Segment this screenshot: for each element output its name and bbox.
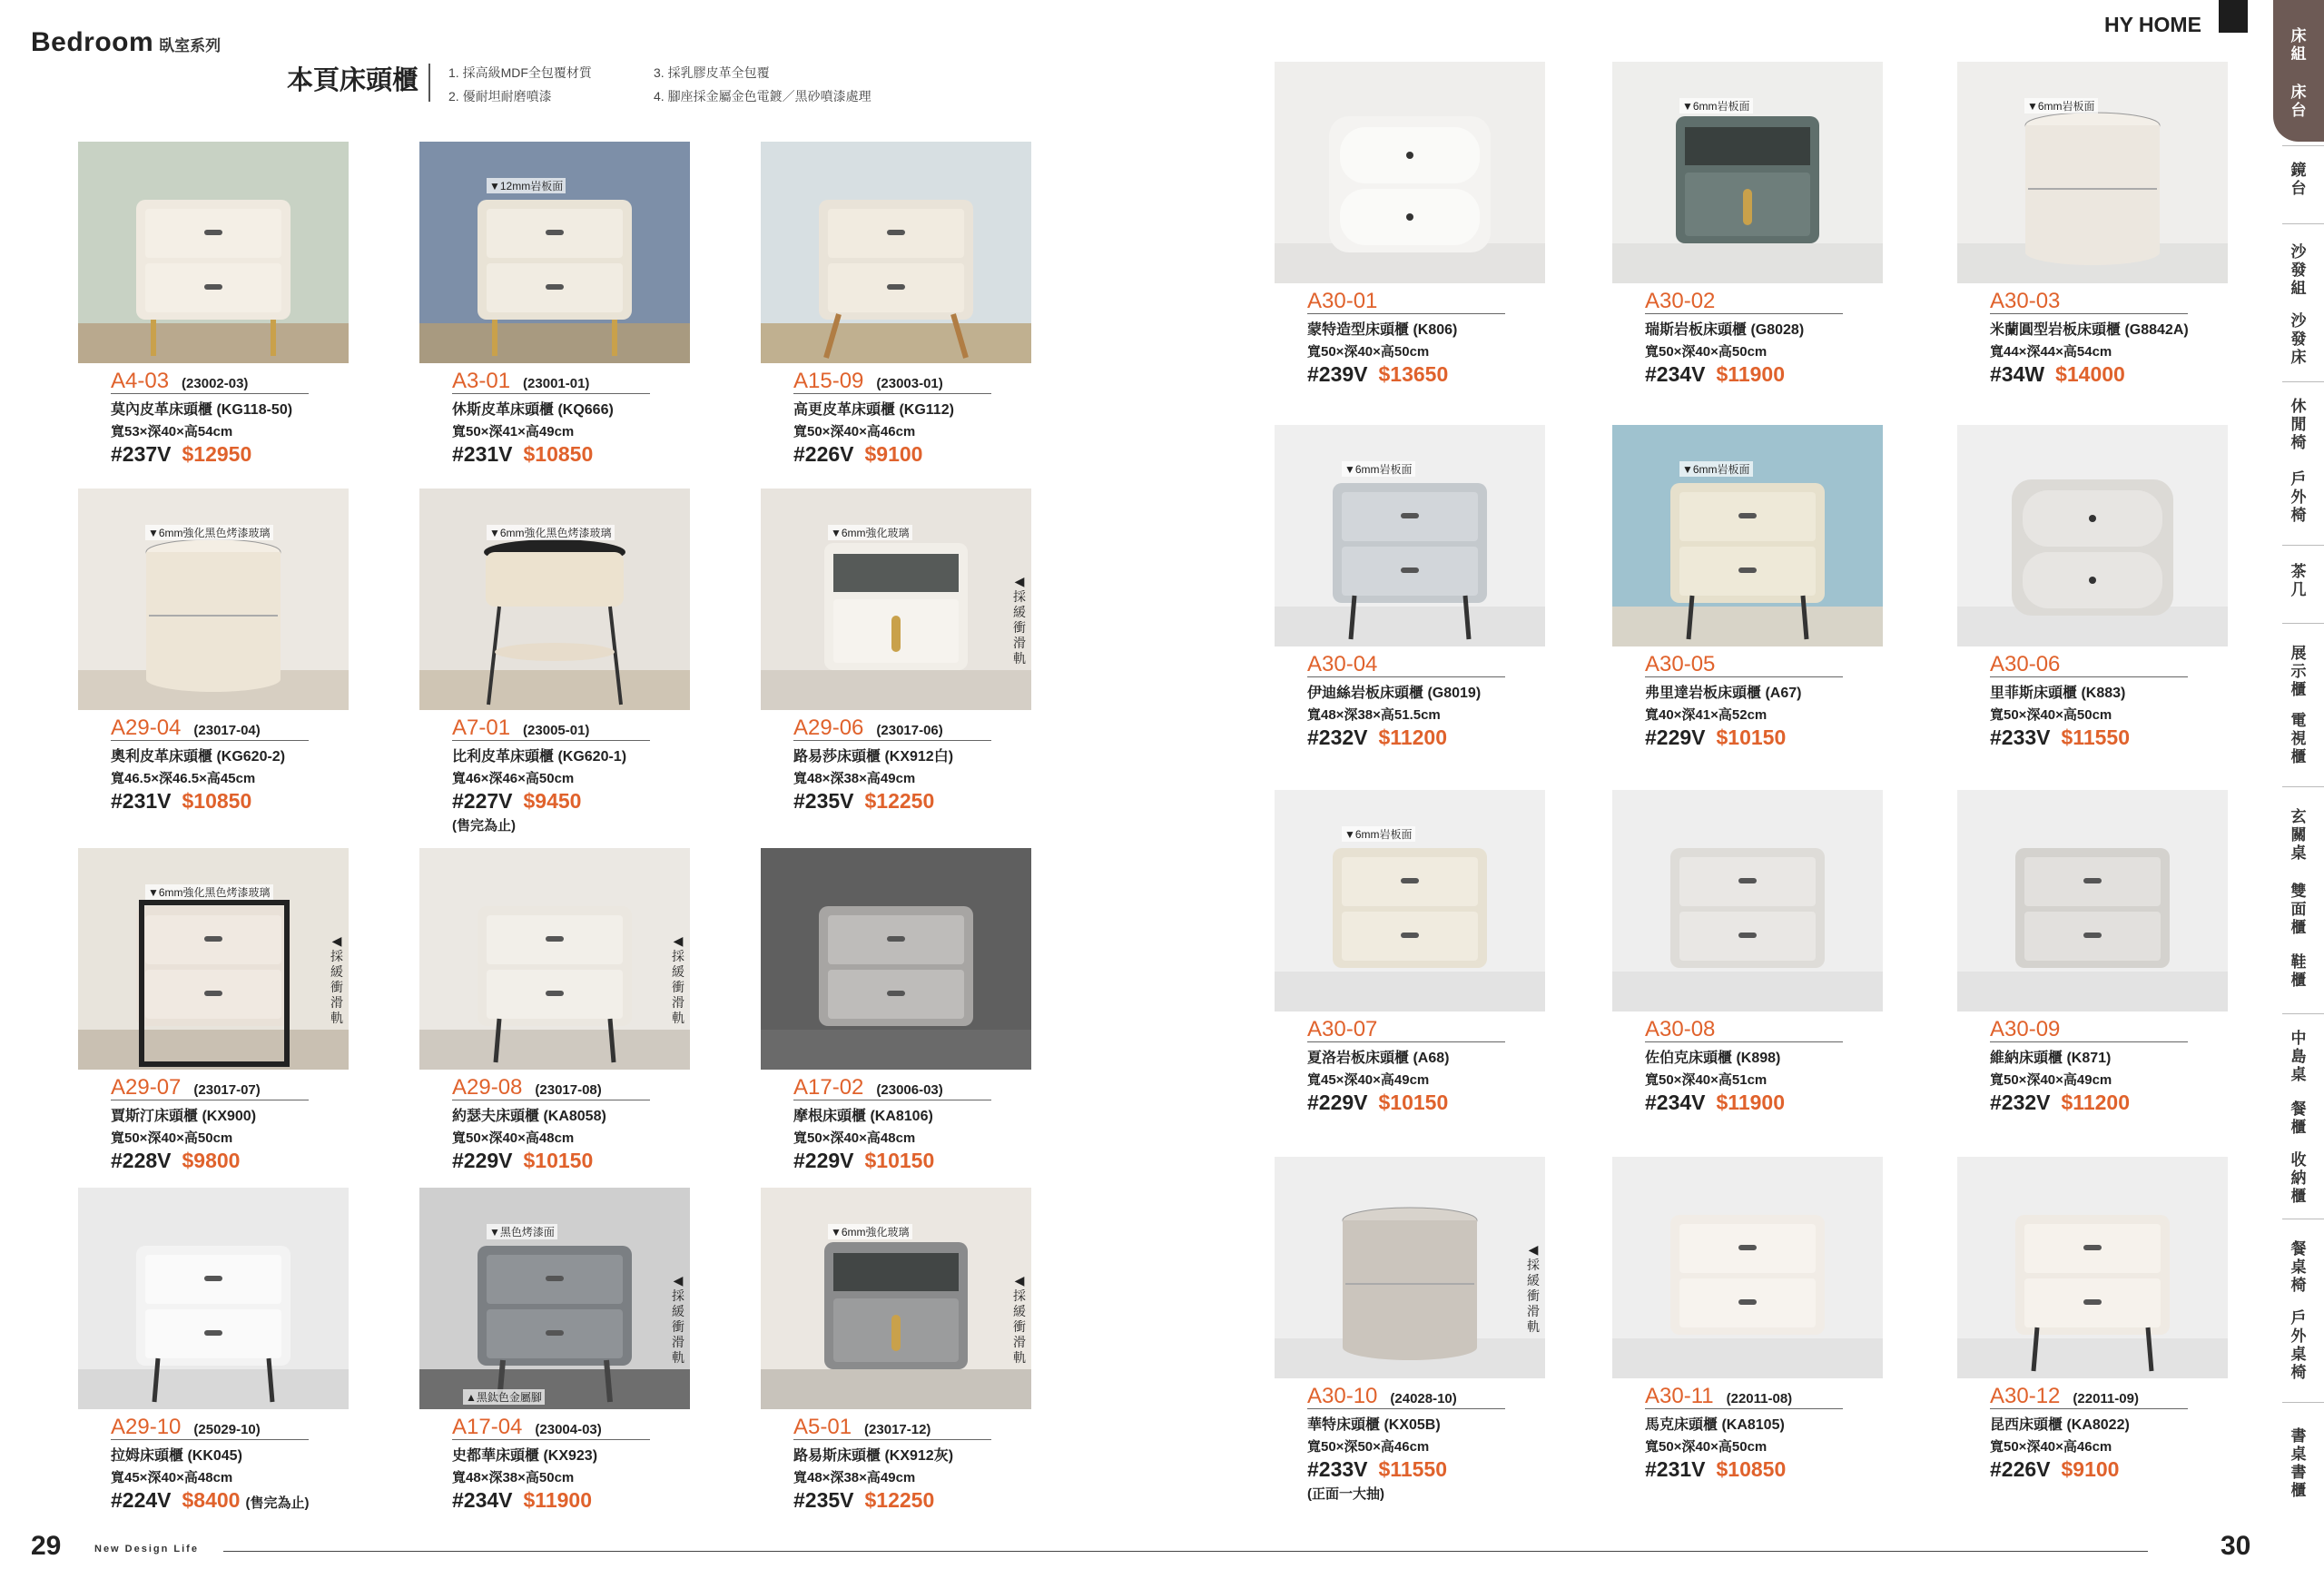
product-info bbox=[111, 715, 356, 814]
product-ref: (22011-09) bbox=[2073, 1391, 2139, 1406]
product-name: 米蘭圓型岩板床頭櫃 (G8842A) bbox=[1990, 322, 2189, 338]
sidebar-divider bbox=[2282, 545, 2324, 546]
code-underline bbox=[1645, 313, 1843, 314]
price-code: #235V bbox=[793, 789, 854, 813]
product-code: A29-07 bbox=[111, 1075, 182, 1100]
product-price: $10150 bbox=[1378, 1090, 1449, 1114]
feature-2: 2. 優耐坦耐磨噴漆 bbox=[448, 89, 552, 104]
product-price: $9100 bbox=[2061, 1457, 2120, 1481]
product-price: $11550 bbox=[2061, 725, 2130, 749]
product-photo bbox=[1957, 62, 2228, 283]
product-name: 比利皮革床頭櫃 (KG620-1) bbox=[452, 749, 627, 765]
product-dimensions: 寬50×深40×高50cm bbox=[1645, 344, 1768, 360]
price-code: #232V bbox=[1307, 725, 1368, 749]
code-underline bbox=[1645, 1408, 1843, 1409]
feature-callout: ▼6mm岩板面 bbox=[2024, 98, 2098, 113]
product-ref: (22011-08) bbox=[1726, 1391, 1793, 1406]
sidebar-item[interactable]: 餐 櫃 bbox=[2290, 1100, 2307, 1136]
product-code: A30-01 bbox=[1307, 289, 1378, 313]
sidebar-item[interactable]: 戶 外 桌 椅 bbox=[2290, 1309, 2307, 1381]
product-dimensions: 寬50×深40×高48cm bbox=[452, 1130, 575, 1146]
series-english: Bedroom bbox=[31, 27, 154, 57]
code-underline bbox=[111, 1439, 309, 1440]
product-dimensions: 寬48×深38×高50cm bbox=[452, 1470, 575, 1485]
product-photo bbox=[1612, 1157, 1883, 1378]
product-price: $11200 bbox=[2061, 1090, 2130, 1114]
product-photo bbox=[1957, 1157, 2228, 1378]
code-underline bbox=[1645, 676, 1843, 677]
product-dimensions: 寬50×深40×高50cm bbox=[111, 1130, 233, 1146]
product-photo bbox=[78, 142, 349, 363]
product-info bbox=[1307, 289, 1552, 387]
product-code: A30-08 bbox=[1645, 1017, 1716, 1041]
feature-callout: ▼6mm強化玻璃 bbox=[828, 1224, 912, 1239]
product-code: A17-02 bbox=[793, 1075, 864, 1100]
sidebar-item[interactable]: 收 納 櫃 bbox=[2290, 1151, 2307, 1205]
product-ref: (23017-06) bbox=[876, 723, 943, 738]
product-name: 瑞斯岩板床頭櫃 (G8028) bbox=[1645, 322, 1805, 338]
sidebar-item[interactable]: 戶 外 椅 bbox=[2290, 470, 2307, 524]
sidebar-divider bbox=[2282, 786, 2324, 787]
slide-rail-callout: ◀採緩衝滑軌 bbox=[672, 933, 684, 1025]
sidebar-item[interactable]: 鞋 櫃 bbox=[2290, 953, 2307, 989]
product-photo bbox=[761, 848, 1031, 1070]
sidebar-active-tab bbox=[2273, 0, 2324, 142]
product-photo bbox=[1275, 62, 1545, 283]
product-info bbox=[111, 1075, 356, 1173]
product-info bbox=[1307, 652, 1552, 750]
price-code: #228V bbox=[111, 1149, 172, 1172]
code-underline bbox=[452, 393, 650, 394]
product-ref: (23002-03) bbox=[182, 376, 249, 391]
price-code: #234V bbox=[1645, 362, 1706, 386]
sidebar-item[interactable]: 玄 關 桌 bbox=[2290, 808, 2307, 862]
slide-rail-callout: ◀採緩衝滑軌 bbox=[1013, 574, 1026, 666]
price-code: #226V bbox=[793, 442, 854, 466]
code-underline bbox=[1307, 676, 1505, 677]
product-name: 賈斯汀床頭櫃 (KX900) bbox=[111, 1109, 257, 1124]
price-code: #233V bbox=[1307, 1457, 1368, 1481]
product-dimensions: 寬46×深46×高50cm bbox=[452, 771, 575, 786]
product-dimensions: 寬53×深40×高54cm bbox=[111, 424, 233, 439]
product-dimensions: 寬45×深40×高49cm bbox=[1307, 1072, 1430, 1088]
product-code: A29-04 bbox=[111, 715, 182, 740]
product-photo bbox=[1612, 425, 1883, 646]
product-dimensions: 寬50×深41×高49cm bbox=[452, 424, 575, 439]
product-ref: (24028-10) bbox=[1390, 1391, 1457, 1406]
price-code: #232V bbox=[1990, 1090, 2051, 1114]
product-name: 路易莎床頭櫃 (KX912白) bbox=[793, 749, 954, 765]
sidebar-item[interactable]: 沙 發 床 bbox=[2290, 312, 2307, 366]
product-code: A30-07 bbox=[1307, 1017, 1378, 1041]
product-code: A30-06 bbox=[1990, 652, 2061, 676]
right-page-number: 30 bbox=[2221, 1531, 2251, 1561]
sidebar-item[interactable]: 餐 桌 椅 bbox=[2290, 1240, 2307, 1294]
product-info bbox=[793, 1415, 1039, 1513]
slide-rail-callout: ◀採緩衝滑軌 bbox=[1527, 1242, 1540, 1334]
price-code: #231V bbox=[111, 789, 172, 813]
product-photo bbox=[1612, 62, 1883, 283]
product-ref: (23004-03) bbox=[535, 1422, 602, 1437]
sold-out-note: (售完為止) bbox=[245, 1495, 310, 1511]
product-dimensions: 寬45×深40×高48cm bbox=[111, 1470, 233, 1485]
product-info bbox=[452, 369, 697, 467]
product-name: 拉姆床頭櫃 (KK045) bbox=[111, 1448, 242, 1464]
product-name: 約瑟夫床頭櫃 (KA8058) bbox=[452, 1109, 606, 1124]
product-code: A4-03 bbox=[111, 369, 170, 393]
drawer-note: (正面一大抽) bbox=[1307, 1486, 1384, 1502]
feature-callout: ▼黑色烤漆面 bbox=[487, 1224, 557, 1239]
slide-rail-callout: ◀採緩衝滑軌 bbox=[330, 933, 343, 1025]
product-name: 高更皮革床頭櫃 (KG112) bbox=[793, 402, 954, 418]
feature-callout: ▼6mm岩板面 bbox=[1342, 826, 1415, 842]
product-name: 里菲斯床頭櫃 (K883) bbox=[1990, 686, 2126, 701]
feature-callout: ▼12mm岩板面 bbox=[487, 178, 566, 193]
product-name: 莫內皮革床頭櫃 (KG118-50) bbox=[111, 402, 293, 418]
product-dimensions: 寬50×深40×高49cm bbox=[1990, 1072, 2112, 1088]
product-photo bbox=[1275, 1157, 1545, 1378]
feature-callout: ▼6mm強化玻璃 bbox=[828, 525, 912, 540]
price-code: #229V bbox=[452, 1149, 513, 1172]
sidebar-divider bbox=[2282, 223, 2324, 224]
product-price: $8400 bbox=[182, 1488, 241, 1512]
sidebar-item[interactable]: 休 閒 椅 bbox=[2290, 398, 2307, 451]
product-price: $10150 bbox=[1716, 725, 1787, 749]
series-header bbox=[31, 27, 221, 58]
footer-tagline: New Design Life bbox=[94, 1544, 199, 1554]
title-divider bbox=[428, 64, 430, 102]
sidebar-item[interactable]: 床 台 bbox=[2290, 84, 2307, 119]
product-dimensions: 寬50×深40×高46cm bbox=[1990, 1439, 2112, 1455]
product-info bbox=[1307, 1017, 1552, 1115]
price-code: #234V bbox=[452, 1488, 513, 1512]
sidebar-item[interactable]: 茶 几 bbox=[2290, 563, 2307, 598]
code-underline bbox=[111, 740, 309, 741]
feature-callout: ▼6mm岩板面 bbox=[1342, 461, 1415, 477]
product-name: 路易斯床頭櫃 (KX912灰) bbox=[793, 1448, 954, 1464]
sidebar-divider bbox=[2282, 381, 2324, 382]
product-price: $10850 bbox=[1716, 1457, 1787, 1481]
product-code: A30-04 bbox=[1307, 652, 1378, 676]
product-code: A29-10 bbox=[111, 1415, 182, 1439]
product-ref: (23003-01) bbox=[876, 376, 943, 391]
price-code: #34W bbox=[1990, 362, 2045, 386]
product-name: 弗里達岩板床頭櫃 (A67) bbox=[1645, 686, 1802, 701]
product-price: $14000 bbox=[2055, 362, 2125, 386]
code-underline bbox=[111, 393, 309, 394]
product-dimensions: 寬48×深38×高49cm bbox=[793, 771, 916, 786]
product-dimensions: 寬50×深50×高46cm bbox=[1307, 1439, 1430, 1455]
product-info bbox=[793, 369, 1039, 467]
product-code: A30-09 bbox=[1990, 1017, 2061, 1041]
brand-block bbox=[2219, 0, 2248, 33]
product-code: A15-09 bbox=[793, 369, 864, 393]
slide-rail-callout: ◀採緩衝滑軌 bbox=[672, 1273, 684, 1365]
product-ref: (23005-01) bbox=[523, 723, 590, 738]
product-price: $11900 bbox=[1716, 362, 1785, 386]
sidebar-item[interactable]: 鏡 台 bbox=[2290, 162, 2307, 197]
product-code: A17-04 bbox=[452, 1415, 523, 1439]
product-info bbox=[452, 715, 697, 834]
sidebar-divider bbox=[2282, 1013, 2324, 1014]
product-price: $11550 bbox=[1378, 1457, 1447, 1481]
sidebar-item[interactable]: 雙 面 櫃 bbox=[2290, 883, 2307, 936]
product-price: $11900 bbox=[523, 1488, 592, 1512]
product-ref: (23017-04) bbox=[193, 723, 261, 738]
code-underline bbox=[793, 1439, 991, 1440]
product-photo bbox=[419, 848, 690, 1070]
product-dimensions: 寬50×深40×高51cm bbox=[1645, 1072, 1768, 1088]
product-info bbox=[1990, 1384, 2235, 1482]
product-price: $10150 bbox=[864, 1149, 935, 1172]
series-chinese: 臥室系列 bbox=[159, 37, 222, 54]
product-photo bbox=[761, 489, 1031, 710]
price-code: #231V bbox=[1645, 1457, 1706, 1481]
product-price: $12250 bbox=[864, 1488, 935, 1512]
price-code: #224V bbox=[111, 1488, 172, 1512]
price-code: #235V bbox=[793, 1488, 854, 1512]
product-photo bbox=[419, 1188, 690, 1409]
product-photo bbox=[1275, 425, 1545, 646]
price-code: #239V bbox=[1307, 362, 1368, 386]
product-photo bbox=[761, 1188, 1031, 1409]
product-code: A30-03 bbox=[1990, 289, 2061, 313]
feature-callout: ▼6mm強化黑色烤漆玻璃 bbox=[145, 525, 273, 540]
product-info bbox=[111, 1415, 356, 1513]
product-name: 維納床頭櫃 (K871) bbox=[1990, 1051, 2112, 1066]
code-underline bbox=[1990, 676, 2188, 677]
slide-rail-callout: ◀採緩衝滑軌 bbox=[1013, 1273, 1026, 1365]
price-code: #229V bbox=[1307, 1090, 1368, 1114]
product-price: $9800 bbox=[182, 1149, 241, 1172]
product-photo bbox=[1957, 425, 2228, 646]
product-code: A30-10 bbox=[1307, 1384, 1378, 1408]
product-price: $11200 bbox=[1378, 725, 1447, 749]
product-photo bbox=[419, 142, 690, 363]
product-info bbox=[1645, 652, 1890, 750]
product-price: $11900 bbox=[1716, 1090, 1785, 1114]
code-underline bbox=[1307, 313, 1505, 314]
product-price: $12950 bbox=[182, 442, 252, 466]
sidebar-item[interactable]: 沙 發 組 bbox=[2290, 243, 2307, 297]
product-name: 奧利皮革床頭櫃 (KG620-2) bbox=[111, 749, 286, 765]
sidebar-divider bbox=[2282, 145, 2324, 146]
code-underline bbox=[452, 1439, 650, 1440]
product-info bbox=[1645, 289, 1890, 387]
feature-3: 3. 採乳膠皮革全包覆 bbox=[654, 65, 770, 80]
product-code: A3-01 bbox=[452, 369, 511, 393]
product-info bbox=[1645, 1384, 1890, 1482]
price-code: #233V bbox=[1990, 725, 2051, 749]
product-photo bbox=[78, 489, 349, 710]
sidebar-item[interactable]: 書 桌 書 櫃 bbox=[2290, 1427, 2307, 1499]
code-underline bbox=[1990, 1408, 2188, 1409]
code-underline bbox=[1990, 1041, 2188, 1042]
product-code: A30-12 bbox=[1990, 1384, 2061, 1408]
code-underline bbox=[1990, 313, 2188, 314]
sidebar-item[interactable]: 中 島 桌 bbox=[2290, 1030, 2307, 1083]
product-code: A29-06 bbox=[793, 715, 864, 740]
product-code: A7-01 bbox=[452, 715, 511, 740]
product-price: $9450 bbox=[523, 789, 582, 813]
price-code: #234V bbox=[1645, 1090, 1706, 1114]
product-info bbox=[452, 1415, 697, 1513]
price-code: #226V bbox=[1990, 1457, 2051, 1481]
product-name: 佐伯克床頭櫃 (K898) bbox=[1645, 1051, 1781, 1066]
page-title: 本頁床頭櫃 bbox=[287, 64, 419, 95]
sidebar-item[interactable]: 床 組 bbox=[2290, 27, 2307, 63]
feature-callout-bottom: ▲黑鈦色金屬腳 bbox=[463, 1389, 545, 1405]
product-name: 夏洛岩板床頭櫃 (A68) bbox=[1307, 1051, 1450, 1066]
price-code: #227V bbox=[452, 789, 513, 813]
feature-4: 4. 腳座採金屬金色電鍍／黑砂噴漆處理 bbox=[654, 89, 872, 104]
product-dimensions: 寬50×深40×高50cm bbox=[1990, 707, 2112, 723]
product-name: 史都華床頭櫃 (KX923) bbox=[452, 1448, 598, 1464]
product-info bbox=[793, 1075, 1039, 1173]
product-dimensions: 寬50×深40×高46cm bbox=[793, 424, 916, 439]
product-code: A30-11 bbox=[1645, 1384, 1714, 1408]
product-info bbox=[1990, 289, 2235, 387]
price-code: #229V bbox=[793, 1149, 854, 1172]
product-code: A30-02 bbox=[1645, 289, 1716, 313]
product-price: $10850 bbox=[182, 789, 252, 813]
product-dimensions: 寬50×深40×高50cm bbox=[1645, 1439, 1768, 1455]
code-underline bbox=[1307, 1041, 1505, 1042]
product-info bbox=[1645, 1017, 1890, 1115]
product-info bbox=[111, 369, 356, 467]
sidebar-divider bbox=[2282, 623, 2324, 624]
price-code: #229V bbox=[1645, 725, 1706, 749]
sidebar-divider bbox=[2282, 1402, 2324, 1403]
product-code: A30-05 bbox=[1645, 652, 1716, 676]
product-photo bbox=[1957, 790, 2228, 1012]
feature-callout: ▼6mm岩板面 bbox=[1679, 98, 1753, 113]
product-photo bbox=[761, 142, 1031, 363]
product-ref: (23017-08) bbox=[535, 1082, 602, 1098]
sold-out-note: (售完為止) bbox=[452, 818, 516, 834]
product-dimensions: 寬46.5×深46.5×高45cm bbox=[111, 771, 256, 786]
price-code: #237V bbox=[111, 442, 172, 466]
product-photo bbox=[1275, 790, 1545, 1012]
product-dimensions: 寬48×深38×高51.5cm bbox=[1307, 707, 1441, 723]
product-name: 休斯皮革床頭櫃 (KQ666) bbox=[452, 402, 614, 418]
product-info bbox=[1990, 1017, 2235, 1115]
feature-callout: ▼6mm強化黑色烤漆玻璃 bbox=[487, 525, 615, 540]
product-name: 馬克床頭櫃 (KA8105) bbox=[1645, 1417, 1785, 1433]
product-dimensions: 寬48×深38×高49cm bbox=[793, 1470, 916, 1485]
product-price: $10850 bbox=[523, 442, 594, 466]
sidebar-item[interactable]: 電 視 櫃 bbox=[2290, 712, 2307, 765]
product-photo bbox=[419, 489, 690, 710]
product-name: 摩根床頭櫃 (KA8106) bbox=[793, 1109, 933, 1124]
category-sidebar bbox=[2273, 0, 2324, 1579]
product-info bbox=[1307, 1384, 1552, 1503]
brand-name: HY HOME bbox=[2104, 13, 2201, 36]
product-dimensions: 寬50×深40×高48cm bbox=[793, 1130, 916, 1146]
code-underline bbox=[793, 740, 991, 741]
product-price: $12250 bbox=[864, 789, 935, 813]
footer-rule bbox=[223, 1551, 2148, 1552]
feature-callout: ▼6mm岩板面 bbox=[1679, 461, 1753, 477]
code-underline bbox=[1307, 1408, 1505, 1409]
product-ref: (23001-01) bbox=[523, 376, 590, 391]
product-ref: (25029-10) bbox=[193, 1422, 261, 1437]
product-code: A5-01 bbox=[793, 1415, 852, 1439]
code-underline bbox=[1645, 1041, 1843, 1042]
product-photo bbox=[1612, 790, 1883, 1012]
product-dimensions: 寬44×深44×高54cm bbox=[1990, 344, 2112, 360]
product-price: $13650 bbox=[1378, 362, 1449, 386]
product-name: 華特床頭櫃 (KX05B) bbox=[1307, 1417, 1441, 1433]
product-name: 昆西床頭櫃 (KA8022) bbox=[1990, 1417, 2130, 1433]
feature-callout: ▼6mm強化黑色烤漆玻璃 bbox=[145, 884, 273, 900]
product-info bbox=[1990, 652, 2235, 750]
product-price: $9100 bbox=[864, 442, 923, 466]
product-ref: (23017-12) bbox=[864, 1422, 931, 1437]
product-price: $10150 bbox=[523, 1149, 594, 1172]
product-ref: (23006-03) bbox=[876, 1082, 943, 1098]
product-photo bbox=[78, 848, 349, 1070]
product-dimensions: 寬50×深40×高50cm bbox=[1307, 344, 1430, 360]
code-underline bbox=[452, 740, 650, 741]
feature-1: 1. 採高級MDF全包覆材質 bbox=[448, 65, 592, 80]
product-ref: (23017-07) bbox=[193, 1082, 261, 1098]
price-code: #231V bbox=[452, 442, 513, 466]
left-page-number: 29 bbox=[31, 1531, 62, 1561]
sidebar-item[interactable]: 展 示 櫃 bbox=[2290, 645, 2307, 698]
product-photo bbox=[78, 1188, 349, 1409]
code-underline bbox=[793, 393, 991, 394]
product-info bbox=[793, 715, 1039, 814]
product-info bbox=[452, 1075, 697, 1173]
product-name: 伊迪絲岩板床頭櫃 (G8019) bbox=[1307, 686, 1482, 701]
product-name: 蒙特造型床頭櫃 (K806) bbox=[1307, 322, 1458, 338]
product-dimensions: 寬40×深41×高52cm bbox=[1645, 707, 1768, 723]
product-code: A29-08 bbox=[452, 1075, 523, 1100]
